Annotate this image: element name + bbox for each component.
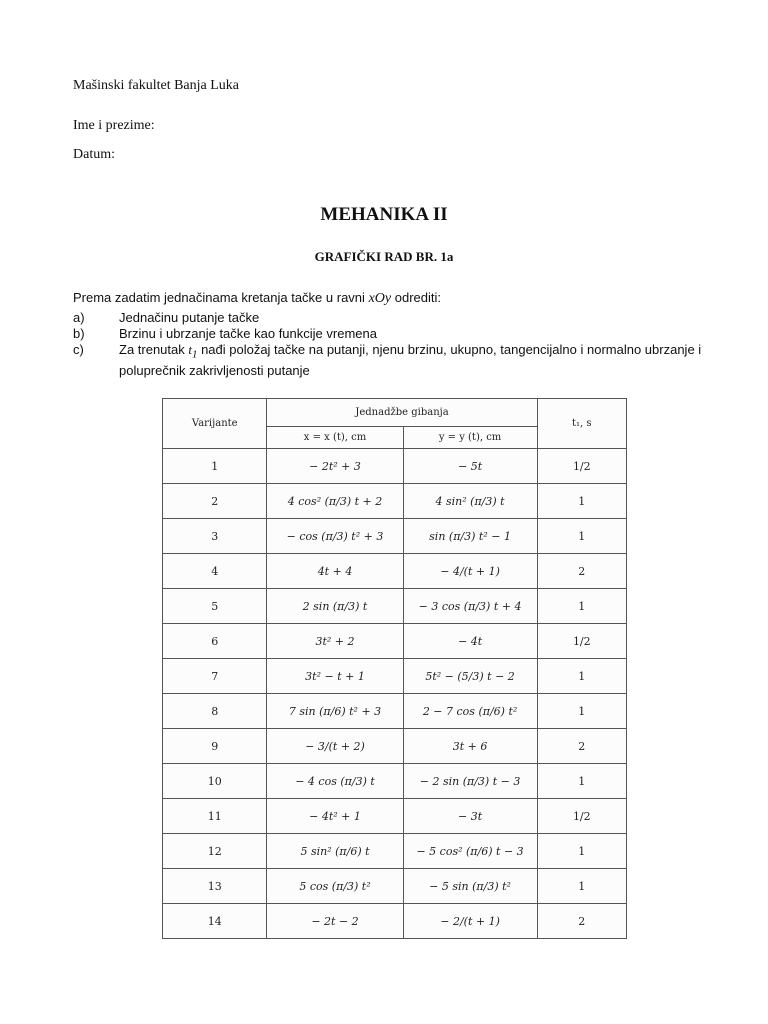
table-row (163, 449, 627, 484)
cell-variant: 3 (163, 519, 267, 554)
cell-time: 1 (537, 764, 626, 799)
table-row (163, 834, 627, 869)
cell-y: 5t² − (5/3) t − 2 (403, 659, 537, 694)
cell-x: − cos (π/3) t² + 3 (267, 519, 403, 554)
cell-time: 2 (537, 729, 626, 764)
list-item (73, 310, 713, 326)
intro-text (73, 290, 441, 307)
cell-x: − 4t² + 1 (267, 799, 403, 834)
col-y-header: y = y (t), cm (403, 427, 537, 449)
table-row (163, 799, 627, 834)
intro-suffix: odrediti: (394, 290, 441, 305)
cell-x: − 2t − 2 (267, 904, 403, 939)
page-subtitle: GRAFIČKI RAD BR. 1a (314, 249, 454, 264)
task-text (119, 342, 713, 379)
task-label: a) (73, 310, 85, 325)
equations-table (162, 398, 627, 939)
cell-time: 1 (537, 484, 626, 519)
cell-variant: 9 (163, 729, 267, 764)
task-time-sub: 1 (192, 348, 198, 361)
task-text: Brzinu i ubrzanje tačke kao funkcije vremena (119, 326, 377, 341)
task-text-pre: Za trenutak (119, 342, 185, 357)
cell-x: − 3/(t + 2) (267, 729, 403, 764)
intro-prefix: Prema zadatim jednačinama kretanja tačke u ravni (73, 290, 365, 305)
col-x-header: x = x (t), cm (267, 427, 403, 449)
table-row (163, 659, 627, 694)
cell-y: − 4/(t + 1) (403, 554, 537, 589)
cell-y: 3t + 6 (403, 729, 537, 764)
table-row (163, 519, 627, 554)
cell-y: sin (π/3) t² − 1 (403, 519, 537, 554)
table-row (163, 589, 627, 624)
cell-x: 4t + 4 (267, 554, 403, 589)
cell-y: − 5 sin (π/3) t² (403, 869, 537, 904)
cell-variant: 2 (163, 484, 267, 519)
cell-time: 1 (537, 519, 626, 554)
cell-x: 5 sin² (π/6) t (267, 834, 403, 869)
cell-time: 2 (537, 904, 626, 939)
cell-time: 2 (537, 554, 626, 589)
cell-x: 3t² − t + 1 (267, 659, 403, 694)
list-item (73, 326, 713, 342)
date-label: Datum: (73, 147, 115, 162)
cell-x: 7 sin (π/6) t² + 3 (267, 694, 403, 729)
table-row (163, 624, 627, 659)
cell-time: 1 (537, 869, 626, 904)
faculty-line: Mašinski fakultet Banja Luka (73, 78, 240, 93)
cell-y: − 2/(t + 1) (403, 904, 537, 939)
table-row (163, 729, 627, 764)
table-row (163, 694, 627, 729)
col-variant-header: Varijante (163, 399, 267, 449)
list-item (73, 342, 713, 379)
task-label: c) (73, 342, 84, 357)
cell-y: 2 − 7 cos (π/6) t² (403, 694, 537, 729)
name-label: Ime i prezime: (73, 118, 155, 133)
cell-time: 1 (537, 659, 626, 694)
cell-variant: 12 (163, 834, 267, 869)
col-group-header: Jednadžbe gibanja (267, 399, 537, 427)
cell-time: 1/2 (537, 449, 626, 484)
table-row (163, 554, 627, 589)
task-label: b) (73, 326, 85, 341)
cell-variant: 8 (163, 694, 267, 729)
table-row (163, 484, 627, 519)
intro-plane: xOy (368, 291, 392, 306)
task-time-var: t (188, 342, 193, 357)
task-list (73, 310, 713, 379)
cell-variant: 1 (163, 449, 267, 484)
task-text: Jednačinu putanje tačke (119, 310, 260, 325)
cell-time: 1/2 (537, 624, 626, 659)
cell-x: 3t² + 2 (267, 624, 403, 659)
cell-variant: 10 (163, 764, 267, 799)
cell-x: 4 cos² (π/3) t + 2 (267, 484, 403, 519)
cell-time: 1 (537, 589, 626, 624)
table-row (163, 869, 627, 904)
cell-variant: 11 (163, 799, 267, 834)
cell-time: 1 (537, 694, 626, 729)
cell-time: 1/2 (537, 799, 626, 834)
cell-variant: 13 (163, 869, 267, 904)
cell-y: 4 sin² (π/3) t (403, 484, 537, 519)
cell-x: 2 sin (π/3) t (267, 589, 403, 624)
cell-y: − 4t (403, 624, 537, 659)
cell-y: − 3t (403, 799, 537, 834)
cell-y: − 2 sin (π/3) t − 3 (403, 764, 537, 799)
cell-x: − 2t² + 3 (267, 449, 403, 484)
col-time-header: t₁, s (537, 399, 626, 449)
cell-x: 5 cos (π/3) t² (267, 869, 403, 904)
cell-y: − 5t (403, 449, 537, 484)
task-text-post: nađi položaj tačke na putanji, njenu brzinu, ukupno, tangencijalno i normalno ubrzanje i poluprečnik zakrivljenosti putanje (119, 342, 702, 378)
cell-variant: 7 (163, 659, 267, 694)
cell-y: − 3 cos (π/3) t + 4 (403, 589, 537, 624)
cell-time: 1 (537, 834, 626, 869)
cell-y: − 5 cos² (π/6) t − 3 (403, 834, 537, 869)
table-row (163, 764, 627, 799)
cell-variant: 4 (163, 554, 267, 589)
cell-variant: 14 (163, 904, 267, 939)
cell-x: − 4 cos (π/3) t (267, 764, 403, 799)
table-row (163, 904, 627, 939)
page-title: MEHANIKA II (320, 204, 448, 225)
cell-variant: 5 (163, 589, 267, 624)
cell-variant: 6 (163, 624, 267, 659)
